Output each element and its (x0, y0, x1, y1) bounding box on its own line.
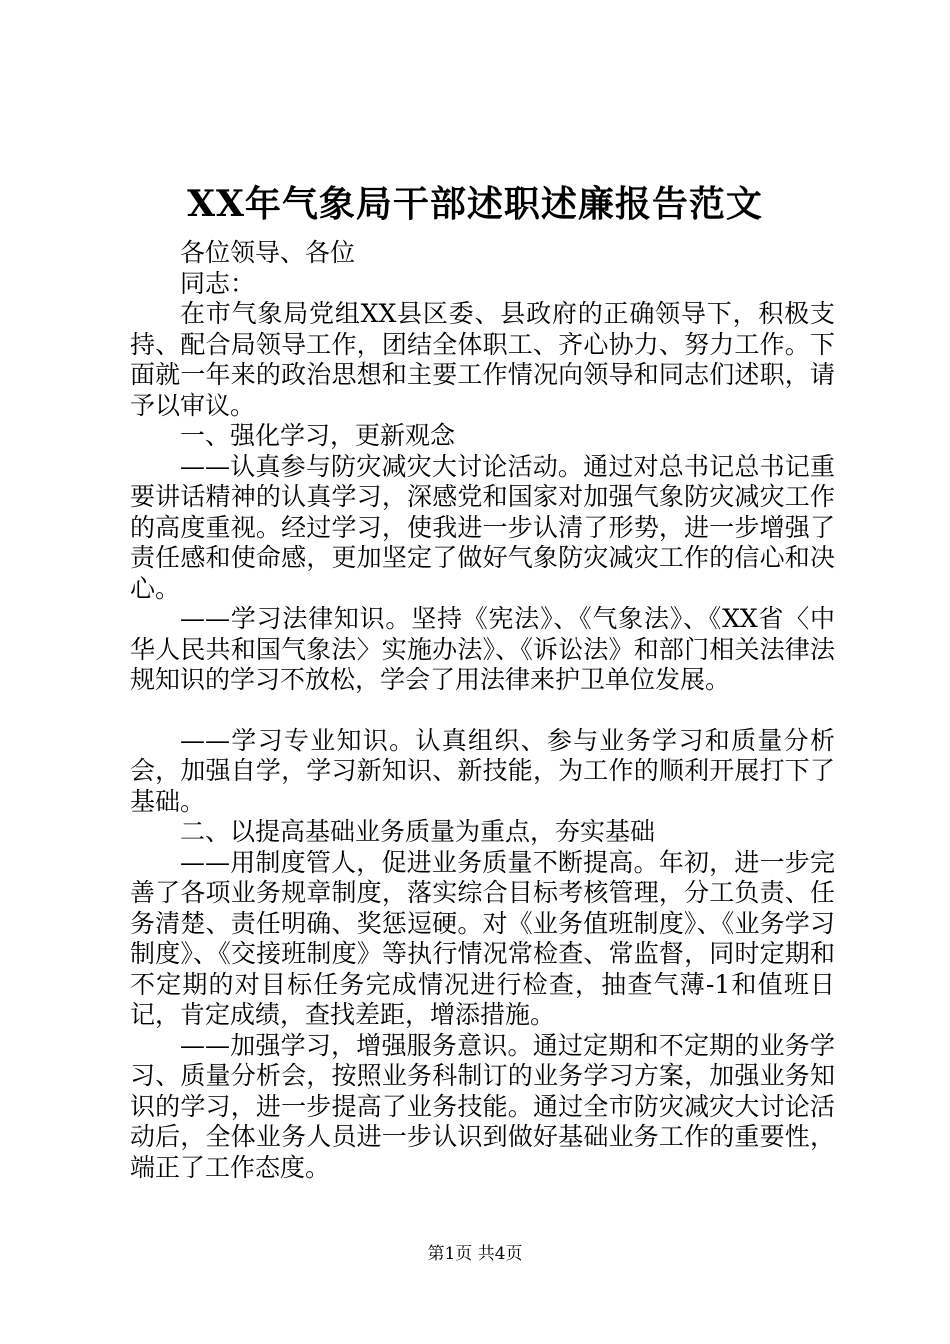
paragraph-intro: 在市气象局党组XX县区委、县政府的正确领导下，积极支持、配合局领导工作，团结全体职工、齐心协力、努力工作。下面就一年来的政治思想和主要工作情况向领导和同志们述职，请予以审议。 (130, 299, 835, 420)
paragraph-system-management: ——用制度管人，促进业务质量不断提高。年初，进一步完善了各项业务规章制度，落实综合目标考核管理，分工负责、任务清楚、责任明确、奖惩逗硬。对《业务值班制度》、《业务学习制度》、《交接班制度》等执行情况常检查、常监督，同时定期和不定期的对目标任务完成情况进行检查，抽查气薄-1和值班日记，肯定成绩，查找差距，增添措施。 (130, 847, 835, 1029)
paragraph-service-awareness: ——加强学习，增强服务意识。通过定期和不定期的业务学习、质量分析会，按照业务科制订的业务学习方案，加强业务知识的学习，进一步提高了业务技能。通过全市防灾减灾大讨论活动后，全体业务人员进一步认识到做好基础业务工作的重要性，端正了工作态度。 (130, 1030, 835, 1182)
page-number: 第1页 共4页 (427, 1244, 523, 1264)
paragraph-professional-study: ——学习专业知识。认真组织、参与业务学习和质量分析会，加强自学，学习新知识、新技能，为工作的顺利开展打下了基础。 (130, 725, 835, 816)
paragraph-salutation-1: 各位领导、各位 (180, 238, 356, 267)
paragraph-disaster-study: ——认真参与防灾减灾大讨论活动。通过对总书记总书记重要讲话精神的认真学习，深感党和国家对加强气象防灾减灾工作的高度重视。经过学习，使我进一步认清了形势，进一步增强了责任感和使命感，更加坚定了做好气象防灾减灾工作的信心和决心。 (130, 451, 835, 603)
section-heading-1: 一、强化学习，更新观念 (180, 421, 456, 450)
section-heading-2: 二、以提高基础业务质量为重点，夯实基础 (180, 817, 656, 846)
paragraph-salutation-2: 同志： (180, 268, 256, 298)
document-body (130, 238, 835, 1183)
document-title: XX年气象局干部述职述廉报告范文 (187, 183, 763, 225)
paragraph-gap (130, 696, 835, 726)
paragraph-law-study: ——学习法律知识。坚持《宪法》、《气象法》、《XX省〈中华人民共和国气象法〉实施办法》、《诉讼法》和部门相关法律法规知识的学习不放松，学会了用法律来护卫单位发展。 (130, 604, 835, 694)
